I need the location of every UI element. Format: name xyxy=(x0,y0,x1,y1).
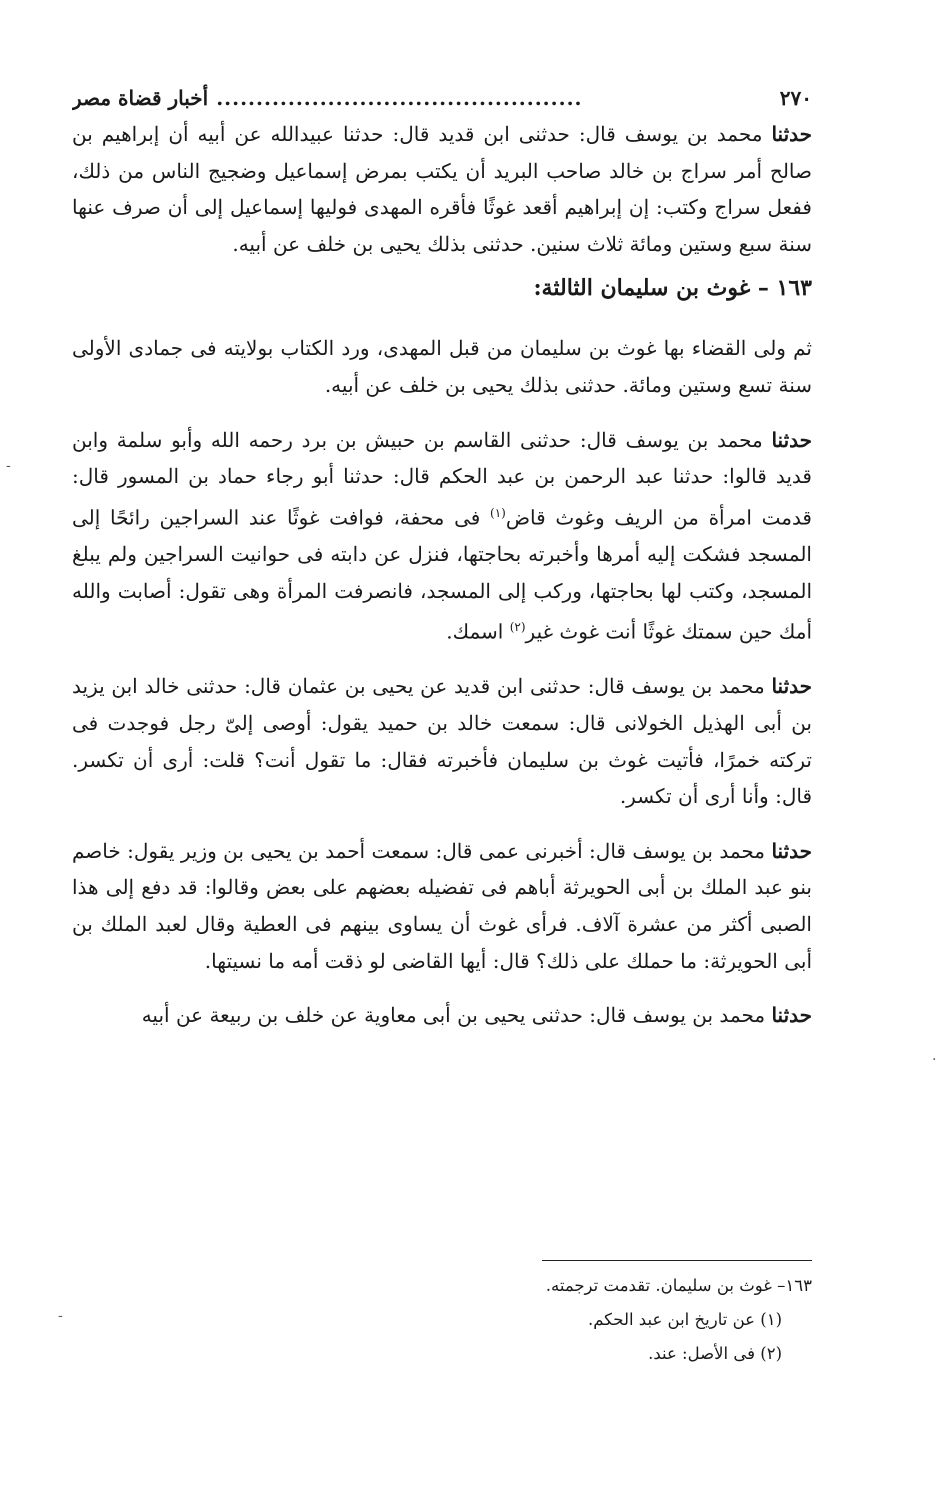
paragraph-text: محمد بن يوسف قال: حدثنى ابن قديد قال: حدثنا عبيدالله عن أبيه أن إبراهيم بن صالح أمر سراج بن خالد صاحب البريد أن يكتب بمرض إسماعيل وضجيج الناس من ذلك، ففعل سراج وكتب: إن إبراهيم أقعد غوثًا فأقره المهدى فوليها إسماعيل إلى أن صرف عنها سنة سبع وستين ومائة ثلاث سنين. حدثنى بذلك يحيى بن خلف عن أبيه. xyxy=(72,122,812,256)
paragraph-lead: حدثنا xyxy=(771,1003,812,1028)
header-leader-dots: .............................................. xyxy=(216,86,583,110)
paragraph-text: محمد بن يوسف قال: حدثنى ابن قديد عن يحيى بن عثمان قال: حدثنى خالد ابن يزيد بن أبى الهذيل الخولانى قال: سمعت خالد بن حميد يقول: أوصى إلىّ رجل فوجدت فى تركته خمرًا، فأتيت غوث بن سليمان فأخبرته فقال: ما تقول أنت؟ قلت: أرى أن تكسر. قال: وأنا أرى أن تكسر. xyxy=(72,674,812,809)
page-number: ٢٧٠ xyxy=(779,86,812,110)
footnote-marker-1[interactable]: (١) xyxy=(490,505,506,520)
paragraph-lead: حدثنا xyxy=(771,674,812,699)
footnote-163: ١٦٣– غوث بن سليمان. تقدمت ترجمته. xyxy=(545,1276,812,1295)
section-heading: ١٦٣ – غوث بن سليمان الثالثة: xyxy=(533,275,812,302)
paragraph-text: ثم ولى القضاء بها غوث بن سليمان من قبل المهدى، ورد الكتاب بولايته فى جمادى الأولى سنة تسع وستين ومائة. حدثنى بذلك يحيى بن خلف عن أبيه. xyxy=(72,336,812,397)
running-title: أخبار قضاة مصر xyxy=(72,86,209,110)
paragraph-5 xyxy=(72,833,812,979)
paragraph-text: محمد بن يوسف قال: حدثنى يحيى بن أبى معاوية عن خلف بن ربيعة عن أبيه xyxy=(141,1003,772,1028)
scan-speck: - xyxy=(58,1308,63,1324)
paragraph-text: محمد بن يوسف قال: حدثنى القاسم بن حبيش بن برد رحمه الله وأبو سلمة وابن قديد قالوا: حدثنا عبد الرحمن بن عبد الحكم قال: حدثنا أبو رجاء حماد بن المسور قال: قدمت امرأة من الريف وغوث قاض xyxy=(72,427,812,530)
paragraph-text: فى محفة، فوافت غوثًا عند السراجين رائحًا إلى المسجد فشكت إليه أمرها وأخبرته بحاجتها، فنزل عن دابته فى حوانيت السراجين ولم يبلغ المسجد، وكتب لها بحاجتها، وركب إلى المسجد، فانصرفت المرأة وهى تقول: أصابت والله أمك حين سمتك غوثًا أنت غوث غير xyxy=(72,505,812,644)
paragraph-2 xyxy=(72,330,812,403)
running-header xyxy=(72,80,812,116)
footnote-separator xyxy=(542,1260,812,1261)
footnote-1: (١) عن تاريخ ابن عبد الحكم. xyxy=(587,1310,782,1329)
paragraph-lead: حدثنا xyxy=(771,838,812,863)
paragraph-text: اسمك. xyxy=(446,619,510,644)
footnote-marker-2[interactable]: (٢) xyxy=(509,620,526,635)
paragraph-lead: حدثنا xyxy=(771,122,812,146)
footnotes xyxy=(72,1260,812,1371)
paragraph-6 xyxy=(72,997,812,1034)
scan-speck: - xyxy=(6,458,11,474)
page-body xyxy=(72,80,812,1034)
footnote-2: (٢) فى الأصل: عند. xyxy=(648,1344,782,1363)
scan-speck: · xyxy=(932,1052,937,1068)
paragraph-text: محمد بن يوسف قال: أخبرنى عمى قال: سمعت أحمد بن يحيى بن وزير يقول: خاصم بنو عبد الملك بن أبى الحويرثة أباهم فى تفضيله بعضهم على بعض وقالوا: قد دفع إلى هذا الصبى أكثر من عشرة آلاف. فرأى غوث أن يساوى بينهم فى العطية وقال لعبد الملك بن أبى الحويرثة: ما حملك على ذلك؟ قال: أيها القاضى لو ذقت أمه ما نسيتها. xyxy=(72,838,812,973)
paragraph-1 xyxy=(72,116,812,262)
paragraph-3 xyxy=(72,422,812,651)
paragraph-4 xyxy=(72,668,812,814)
paragraph-lead: حدثنا xyxy=(771,427,812,452)
